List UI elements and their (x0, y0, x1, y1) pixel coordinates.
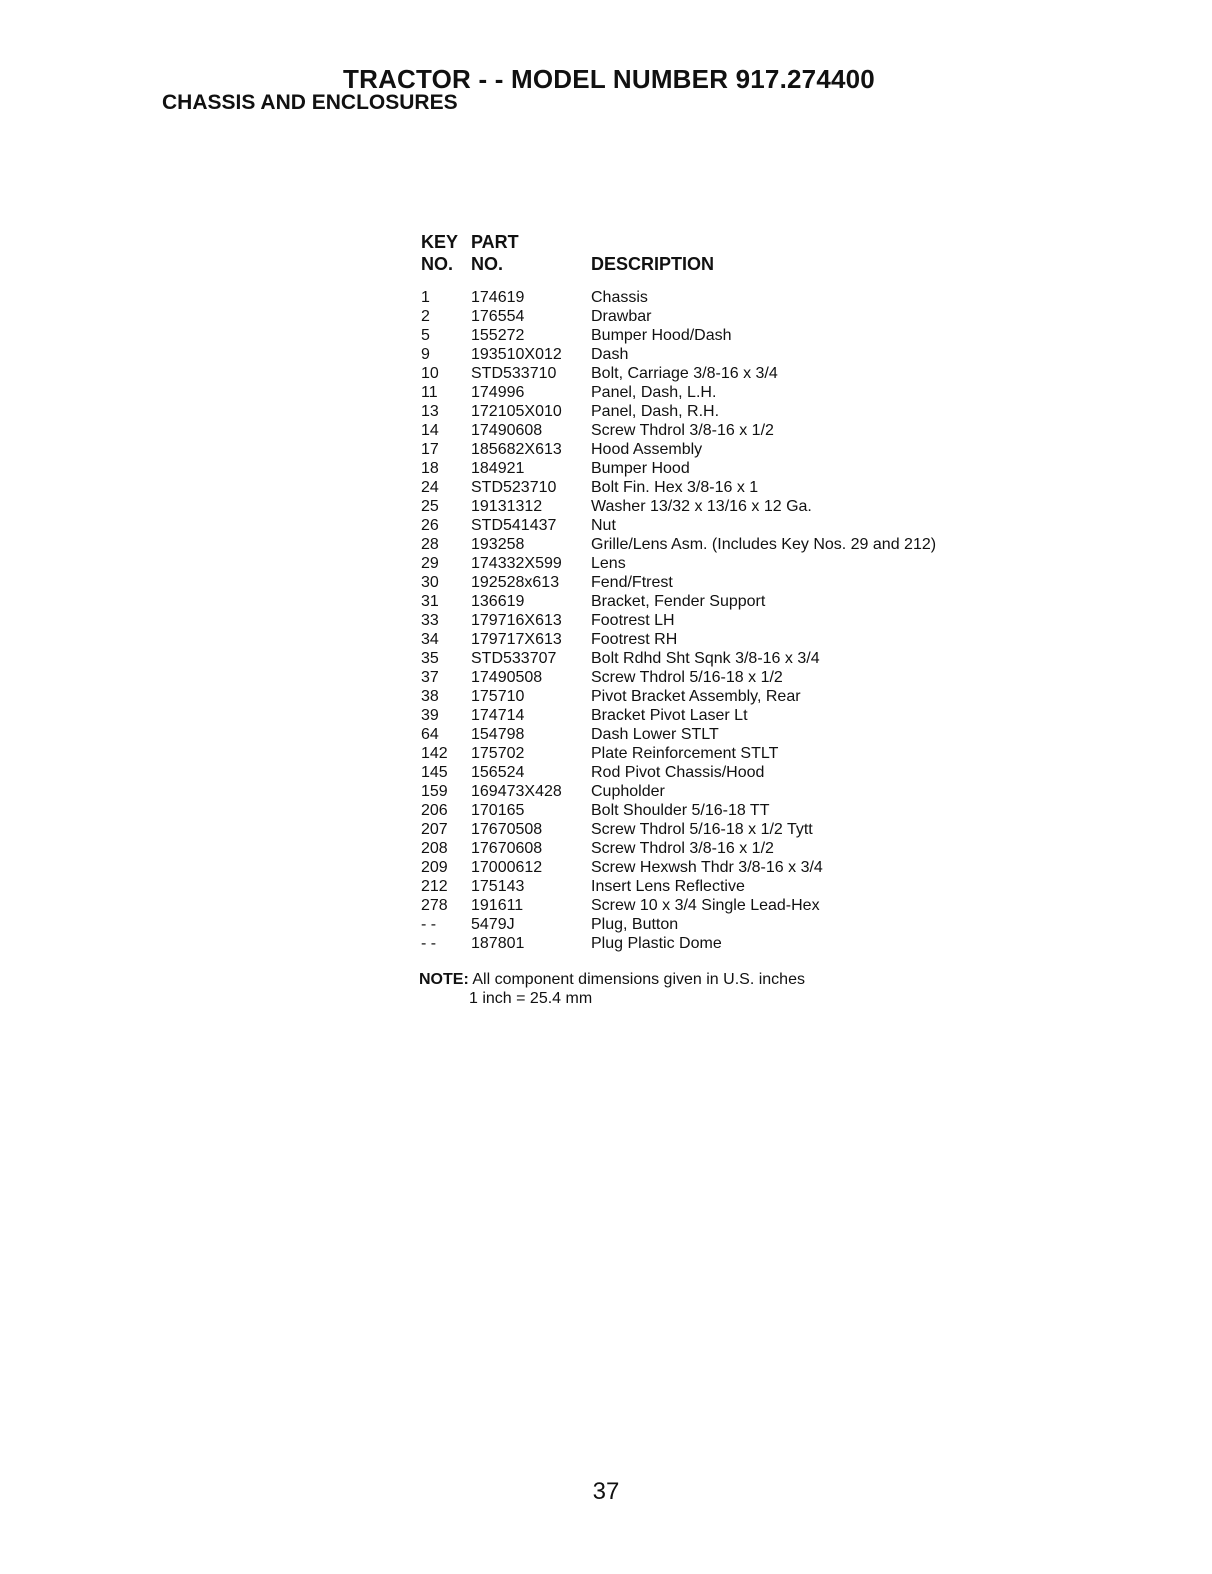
table-row (419, 554, 999, 573)
table-row (419, 497, 999, 516)
parts-table (419, 232, 999, 953)
description-cell: Bumper Hood/Dash (591, 327, 732, 344)
table-row (419, 877, 999, 896)
table-row (419, 326, 999, 345)
key-cell: 209 (421, 859, 448, 876)
part-number-cell: 174332X599 (471, 555, 562, 572)
table-row (419, 573, 999, 592)
description-cell: Lens (591, 555, 626, 572)
description-cell: Dash (591, 346, 629, 363)
key-cell: 64 (421, 726, 439, 743)
key-cell: 1 (421, 289, 430, 306)
part-number-cell: STD523710 (471, 479, 557, 496)
part-number-cell: 17490608 (471, 422, 543, 439)
part-number-cell: 175710 (471, 688, 525, 705)
part-number-cell: 17670608 (471, 840, 543, 857)
description-cell: Bracket, Fender Support (591, 593, 766, 610)
description-cell: Pivot Bracket Assembly, Rear (591, 688, 801, 705)
key-cell: 145 (421, 764, 448, 781)
header-key-line1: KEY (421, 232, 459, 252)
description-cell: Panel, Dash, R.H. (591, 403, 720, 420)
note-line2: 1 inch = 25.4 mm (469, 990, 593, 1007)
description-cell: Drawbar (591, 308, 652, 325)
part-number-cell: 155272 (471, 327, 525, 344)
table-row (419, 307, 999, 326)
description-cell: Nut (591, 517, 616, 534)
note-line1: All component dimensions given in U.S. inches (472, 971, 805, 988)
part-number-cell: 169473X428 (471, 783, 562, 800)
part-number-cell: 17670508 (471, 821, 543, 838)
key-cell: 159 (421, 783, 448, 800)
part-number-cell: STD541437 (471, 517, 557, 534)
description-cell: Plate Reinforcement STLT (591, 745, 779, 762)
key-cell: 208 (421, 840, 448, 857)
table-row (419, 782, 999, 801)
part-number-cell: 174996 (471, 384, 525, 401)
description-cell: Screw Thdrol 3/8-16 x 1/2 (591, 840, 774, 857)
description-cell: Fend/Ftrest (591, 574, 673, 591)
table-row (419, 611, 999, 630)
table-row (419, 288, 999, 307)
key-cell: 207 (421, 821, 448, 838)
table-row (419, 725, 999, 744)
part-number-cell: 179716X613 (471, 612, 562, 629)
header-description: DESCRIPTION (591, 254, 715, 274)
parts-table-header (419, 232, 999, 288)
table-row (419, 915, 999, 934)
part-number-cell: 5479J (471, 916, 515, 933)
description-cell: Plug Plastic Dome (591, 935, 722, 952)
section-title: CHASSIS AND ENCLOSURES (162, 91, 458, 114)
header-part-line2: NO. (471, 254, 504, 274)
header-part-line1: PART (471, 232, 519, 252)
table-row (419, 421, 999, 440)
note (419, 970, 805, 1008)
part-number-cell: 184921 (471, 460, 525, 477)
key-cell: 14 (421, 422, 439, 439)
part-number-cell: 175702 (471, 745, 525, 762)
description-cell: Insert Lens Reflective (591, 878, 745, 895)
table-row (419, 858, 999, 877)
description-cell: Dash Lower STLT (591, 726, 719, 743)
key-cell: 24 (421, 479, 439, 496)
key-cell: 31 (421, 593, 439, 610)
table-row (419, 896, 999, 915)
table-row (419, 364, 999, 383)
part-number-cell: 174619 (471, 289, 525, 306)
table-row (419, 440, 999, 459)
key-cell: 18 (421, 460, 439, 477)
part-number-cell: 176554 (471, 308, 525, 325)
table-row (419, 345, 999, 364)
key-cell: 11 (421, 384, 438, 401)
key-cell: 13 (421, 403, 439, 420)
key-cell: 206 (421, 802, 448, 819)
description-cell: Screw Thdrol 5/16-18 x 1/2 Tytt (591, 821, 813, 838)
part-number-cell: 170165 (471, 802, 525, 819)
description-cell: Bolt Rdhd Sht Sqnk 3/8-16 x 3/4 (591, 650, 820, 667)
description-cell: Panel, Dash, L.H. (591, 384, 717, 401)
key-cell: 9 (421, 346, 430, 363)
part-number-cell: 136619 (471, 593, 525, 610)
part-number-cell: 19131312 (471, 498, 543, 515)
part-number-cell: 179717X613 (471, 631, 562, 648)
description-cell: Washer 13/32 x 13/16 x 12 Ga. (591, 498, 812, 515)
part-number-cell: 17490508 (471, 669, 543, 686)
key-cell: 2 (421, 308, 430, 325)
description-cell: Footrest LH (591, 612, 675, 629)
key-cell: 34 (421, 631, 439, 648)
page-number: 37 (592, 1478, 620, 1505)
key-cell: 28 (421, 536, 439, 553)
description-cell: Screw Thdrol 5/16-18 x 1/2 (591, 669, 783, 686)
description-cell: Screw Hexwsh Thdr 3/8-16 x 3/4 (591, 859, 823, 876)
note-label: NOTE: (419, 971, 469, 988)
key-cell: 30 (421, 574, 439, 591)
part-number-cell: 174714 (471, 707, 525, 724)
part-number-cell: 156524 (471, 764, 525, 781)
key-cell: 37 (421, 669, 439, 686)
description-cell: Cupholder (591, 783, 665, 800)
description-cell: Screw Thdrol 3/8-16 x 1/2 (591, 422, 774, 439)
part-number-cell: 187801 (471, 935, 525, 952)
parts-table-body (419, 288, 999, 953)
description-cell: Footrest RH (591, 631, 678, 648)
key-cell: 38 (421, 688, 439, 705)
key-cell: 39 (421, 707, 439, 724)
description-cell: Bolt, Carriage 3/8-16 x 3/4 (591, 365, 778, 382)
part-number-cell: 185682X613 (471, 441, 562, 458)
description-cell: Bolt Fin. Hex 3/8-16 x 1 (591, 479, 759, 496)
table-row (419, 801, 999, 820)
description-cell: Grille/Lens Asm. (Includes Key Nos. 29 and 212) (591, 536, 937, 553)
description-cell: Rod Pivot Chassis/Hood (591, 764, 765, 781)
table-row (419, 516, 999, 535)
part-number-cell: 17000612 (471, 859, 543, 876)
part-number-cell: 172105X010 (471, 403, 562, 420)
table-row (419, 839, 999, 858)
part-number-cell: 191611 (471, 897, 524, 914)
key-cell: 33 (421, 612, 439, 629)
table-row (419, 820, 999, 839)
table-row (419, 668, 999, 687)
key-cell: 25 (421, 498, 439, 515)
table-row (419, 744, 999, 763)
table-row (419, 383, 999, 402)
part-number-cell: 154798 (471, 726, 525, 743)
key-cell: - - (421, 916, 437, 933)
header-key-line2: NO. (421, 254, 454, 274)
key-cell: 17 (421, 441, 439, 458)
description-cell: Plug, Button (591, 916, 679, 933)
description-cell: Bracket Pivot Laser Lt (591, 707, 748, 724)
table-row (419, 459, 999, 478)
key-cell: 26 (421, 517, 439, 534)
table-row (419, 630, 999, 649)
key-cell: 10 (421, 365, 439, 382)
table-row (419, 934, 999, 953)
key-cell: 278 (421, 897, 448, 914)
key-cell: 5 (421, 327, 430, 344)
key-cell: 212 (421, 878, 448, 895)
table-row (419, 763, 999, 782)
description-cell: Chassis (591, 289, 648, 306)
key-cell: 142 (421, 745, 448, 762)
description-cell: Screw 10 x 3/4 Single Lead-Hex (591, 897, 820, 914)
table-row (419, 706, 999, 725)
table-row (419, 535, 999, 554)
part-number-cell: 193510X012 (471, 346, 562, 363)
part-number-cell: STD533707 (471, 650, 557, 667)
key-cell: 29 (421, 555, 439, 572)
description-cell: Hood Assembly (591, 441, 703, 458)
part-number-cell: 192528x613 (471, 574, 560, 591)
table-row (419, 478, 999, 497)
description-cell: Bolt Shoulder 5/16-18 TT (591, 802, 770, 819)
key-cell: - - (421, 935, 437, 952)
key-cell: 35 (421, 650, 439, 667)
part-number-cell: STD533710 (471, 365, 557, 382)
table-row (419, 649, 999, 668)
table-row (419, 592, 999, 611)
page-title: TRACTOR - - MODEL NUMBER 917.274400 (343, 64, 875, 94)
part-number-cell: 193258 (471, 536, 525, 553)
part-number-cell: 175143 (471, 878, 525, 895)
table-row (419, 402, 999, 421)
table-row (419, 687, 999, 706)
description-cell: Bumper Hood (591, 460, 690, 477)
